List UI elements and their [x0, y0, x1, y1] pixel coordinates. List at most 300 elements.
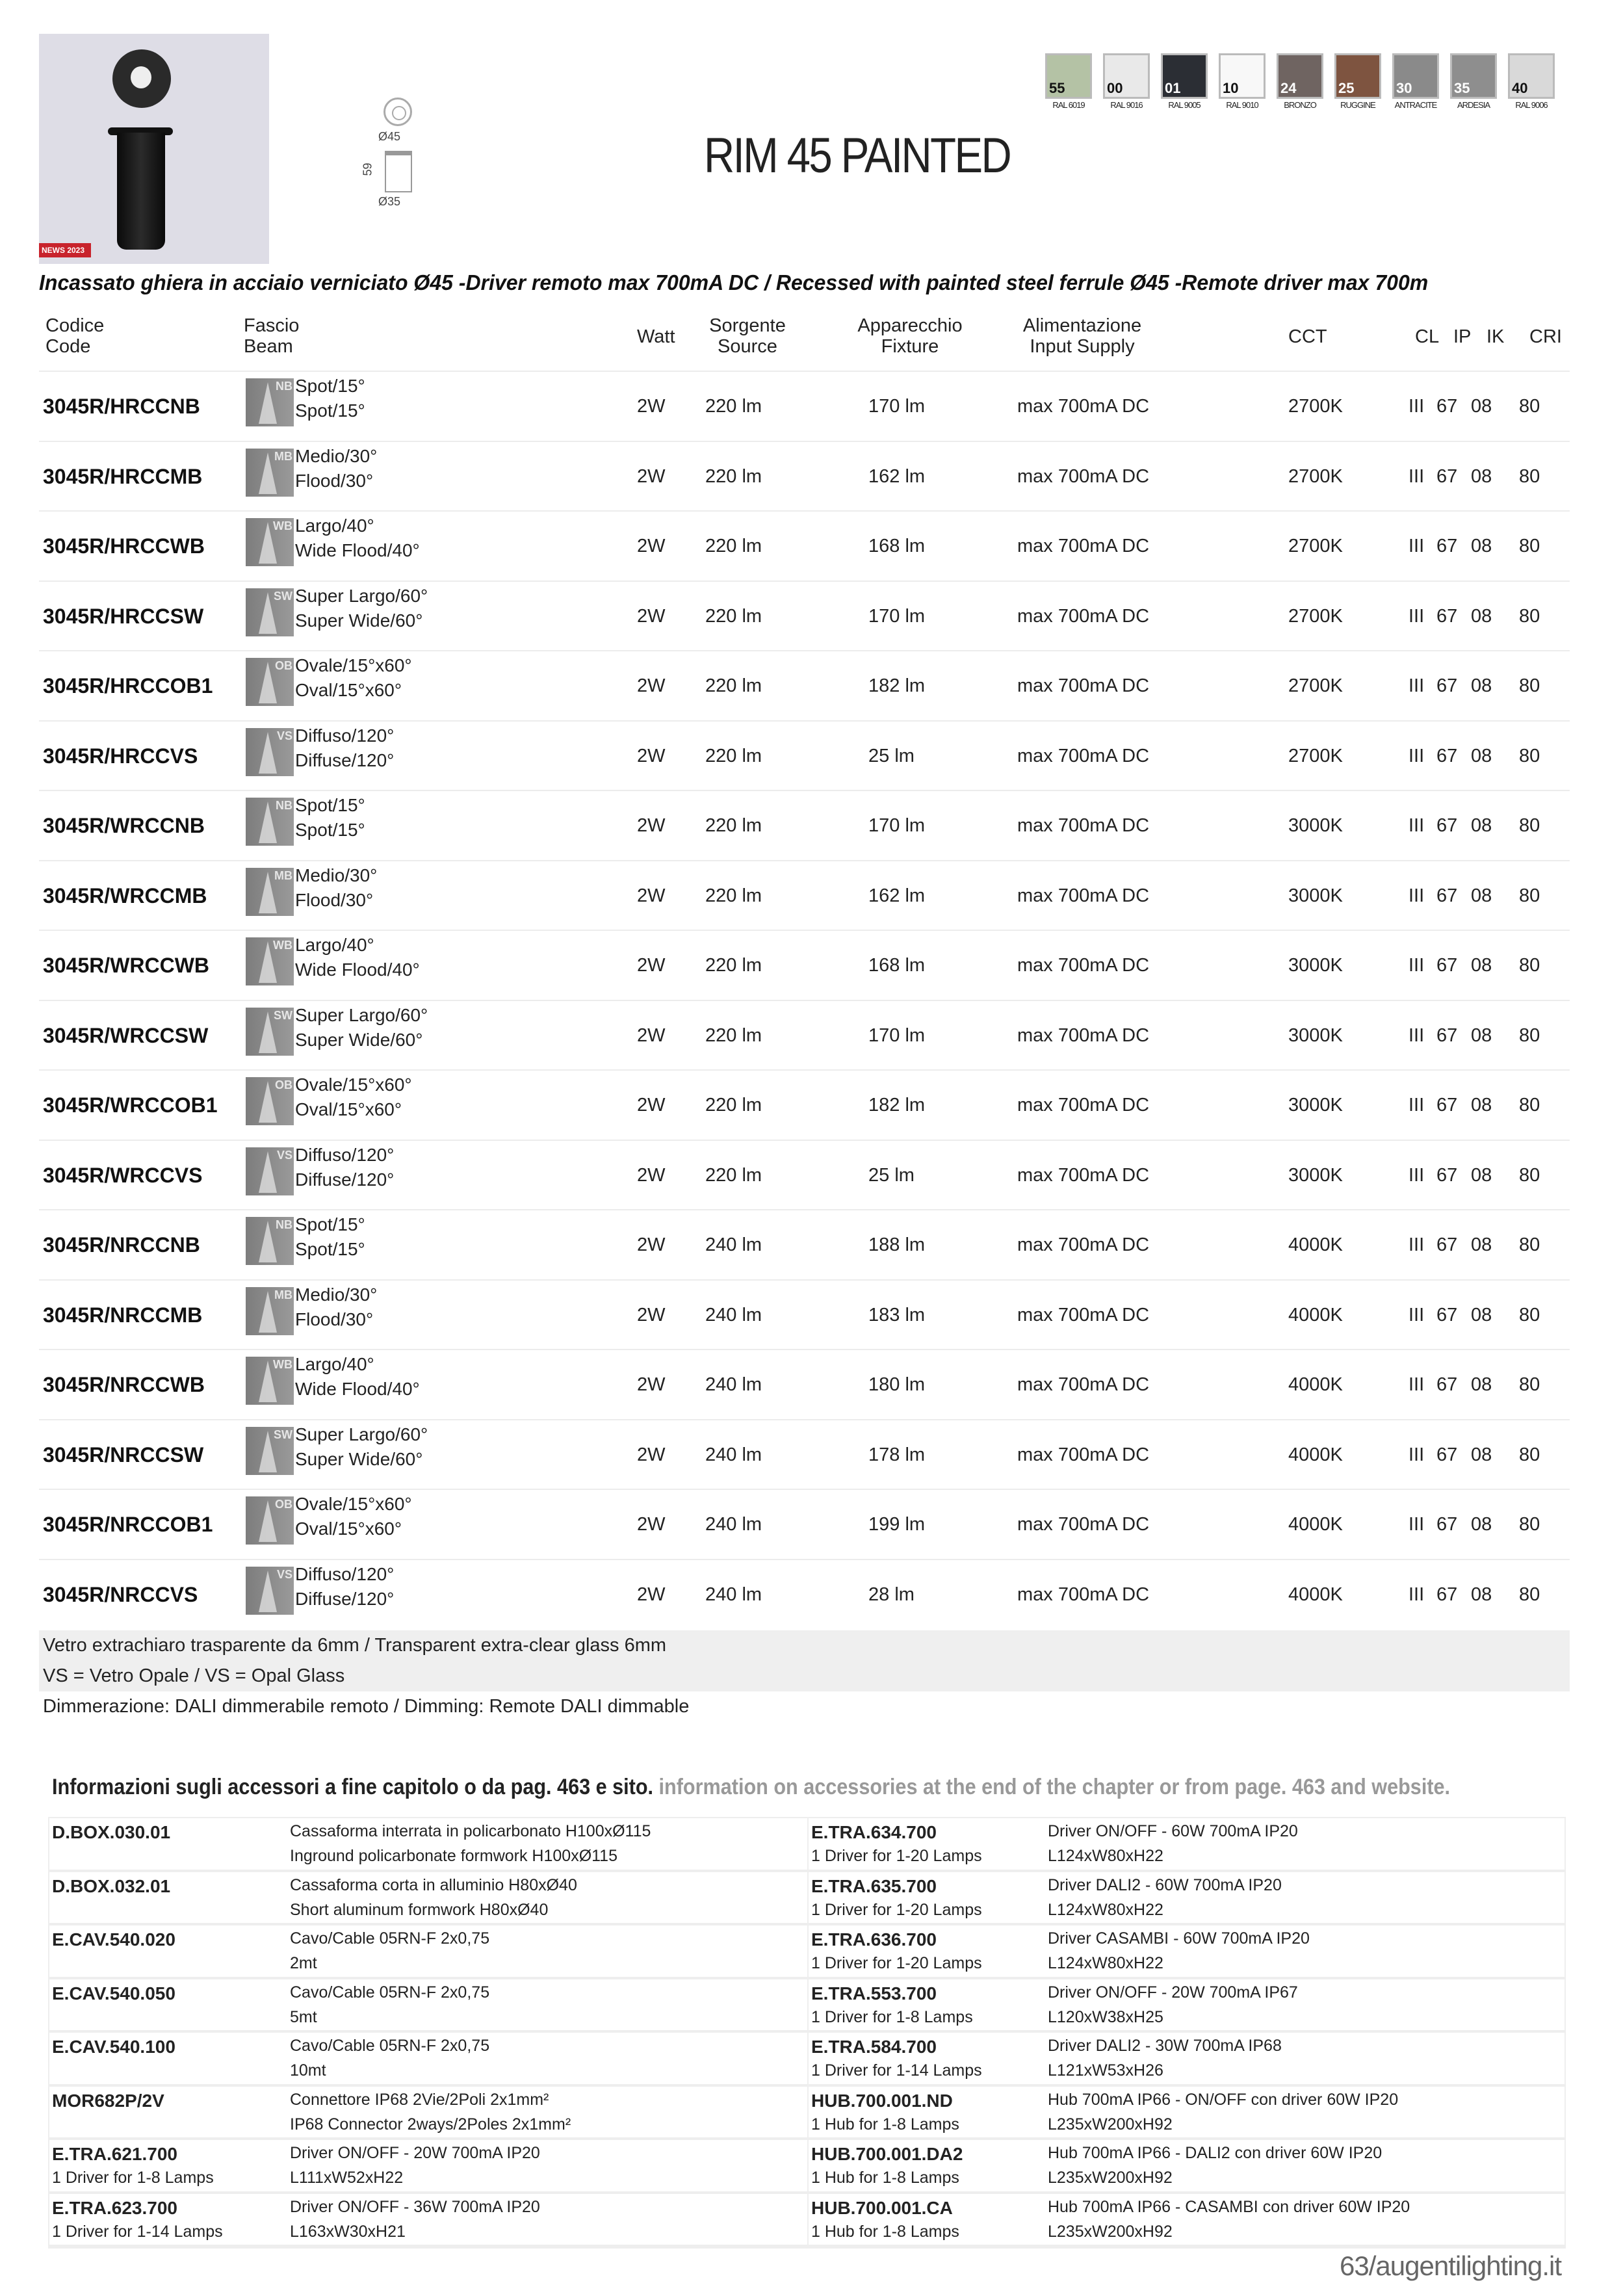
finish-label: RAL 9016 [1110, 100, 1143, 110]
color-chip [1392, 53, 1439, 99]
cell-ip: 67 [1436, 675, 1458, 696]
finish-code: 25 [1338, 80, 1355, 96]
accessory-desc-it: Driver ON/OFF - 36W 700mA IP20 [290, 2197, 540, 2216]
cell-cl: III [1409, 745, 1425, 766]
news-badge: NEWS 2023 [39, 243, 91, 257]
beam-en: Diffuse/120° [295, 1169, 395, 1190]
cell-fixture: 168 lm [868, 955, 926, 976]
table-row [39, 1000, 1570, 1070]
cell-ip: 67 [1436, 465, 1458, 487]
beam-badge: NB [276, 1218, 292, 1231]
cell-input: max 700mA DC [1017, 1164, 1150, 1186]
drawing-side-view [385, 151, 412, 192]
accessory-code: E.TRA.636.700 [811, 1929, 937, 1950]
cell-cl: III [1409, 1514, 1425, 1535]
cell-ik: 08 [1471, 1584, 1492, 1605]
table-row [39, 581, 1570, 651]
accessories-table [48, 1817, 1566, 2249]
cell-watt: 2W [637, 605, 666, 627]
cell-cl: III [1409, 1024, 1425, 1046]
table-row [39, 371, 1570, 441]
beam-icon [246, 868, 294, 916]
finish-swatch [1392, 53, 1439, 110]
product-code: 3045R/WRCCMB [43, 883, 207, 907]
cell-input: max 700mA DC [1017, 605, 1150, 627]
accessory-note: 1 Driver for 1-20 Lamps [811, 1900, 982, 1919]
cell-cri: 80 [1519, 745, 1540, 766]
cell-cct: 2700K [1288, 745, 1343, 766]
header-fixture [845, 315, 975, 357]
accessory-row [49, 1818, 1565, 1872]
accessory-note: 1 Driver for 1-14 Lamps [811, 2061, 982, 2080]
cell-ip: 67 [1436, 1304, 1458, 1325]
color-chip [1277, 53, 1323, 99]
accessory-desc-en: 5mt [290, 2007, 317, 2026]
cell-ik: 08 [1471, 1095, 1492, 1115]
cell-input: max 700mA DC [1017, 396, 1150, 417]
beam-icon [246, 728, 294, 776]
finish-swatch [1161, 53, 1208, 110]
cell-input: max 700mA DC [1017, 1234, 1150, 1255]
cell-fixture: 28 lm [868, 1584, 915, 1605]
beam-en: Spot/15° [295, 1239, 365, 1259]
accessory-dimensions: L121xW53xH26 [1048, 2061, 1163, 2080]
cell-fixture: 170 lm [868, 605, 926, 627]
cell-cri: 80 [1519, 675, 1540, 696]
product-code: 3045R/NRCCVS [43, 1582, 198, 1606]
finish-label: RAL 9005 [1168, 100, 1201, 110]
cell-cl: III [1409, 1164, 1425, 1186]
cell-cct: 3000K [1288, 815, 1343, 836]
beam-icon [246, 658, 294, 706]
color-chip [1450, 53, 1497, 99]
cell-cct: 4000K [1288, 1514, 1343, 1535]
cell-cl: III [1409, 675, 1425, 696]
table-row [39, 860, 1570, 930]
beam-it: Super Largo/60° [295, 585, 428, 606]
fixture-top-view [112, 49, 171, 108]
cell-source: 220 lm [705, 955, 762, 976]
header-ik: IK [1487, 326, 1505, 347]
product-code: 3045R/NRCCNB [43, 1233, 200, 1257]
cell-cct: 2700K [1288, 605, 1343, 627]
header-ip: IP [1453, 326, 1472, 347]
beam-it: Spot/15° [295, 795, 365, 815]
accessory-note: 1 Driver for 1-20 Lamps [811, 1954, 982, 1972]
cell-cri: 80 [1519, 536, 1540, 556]
note-opal: VS = Vetro Opale / VS = Opal Glass [39, 1661, 1570, 1691]
finish-label: RAL 6019 [1052, 100, 1085, 110]
beam-en: Oval/15°x60° [295, 1519, 402, 1539]
cell-fixture: 188 lm [868, 1234, 926, 1255]
cell-watt: 2W [637, 675, 666, 696]
column-divider [807, 1872, 809, 1924]
cell-fixture: 180 lm [868, 1374, 926, 1395]
accessory-row [49, 2033, 1565, 2087]
product-code: 3045R/NRCCSW [43, 1442, 204, 1467]
cell-input: max 700mA DC [1017, 675, 1150, 696]
finish-swatch [1277, 53, 1323, 110]
accessory-desc-en: 10mt [290, 2061, 326, 2080]
beam-badge: VS [276, 1148, 292, 1162]
finish-swatch [1334, 53, 1381, 110]
cell-watt: 2W [637, 1024, 666, 1046]
beam-cone [259, 1081, 277, 1123]
beam-cone [259, 1500, 277, 1542]
beam-icon [246, 1357, 294, 1405]
cell-source: 220 lm [705, 1164, 762, 1186]
beam-it: Super Largo/60° [295, 1424, 428, 1444]
beam-en: Oval/15°x60° [295, 1099, 402, 1119]
table-row [39, 720, 1570, 790]
finish-swatch [1450, 53, 1497, 110]
cell-input: max 700mA DC [1017, 1374, 1150, 1395]
cell-watt: 2W [637, 885, 666, 906]
product-code: 3045R/NRCCOB1 [43, 1513, 213, 1536]
accessory-dimensions: L124xW80xH22 [1048, 1954, 1163, 1972]
product-code: 3045R/WRCCSW [43, 1023, 209, 1047]
cell-ip: 67 [1436, 1164, 1458, 1186]
accessories-heading-it: Informazioni sugli accessori a fine capitolo o da pag. 463 e sito. [52, 1775, 654, 1799]
cell-cct: 2700K [1288, 396, 1343, 417]
beam-icon [246, 1077, 294, 1125]
cell-source: 220 lm [705, 536, 762, 556]
beam-en: Diffuse/120° [295, 750, 395, 770]
note-dimming: Dimmerazione: DALI dimmerabile remoto / Dimming: Remote DALI dimmable [43, 1696, 690, 1717]
beam-cone [259, 1221, 277, 1262]
beam-icon [246, 1287, 294, 1335]
beam-badge: NB [276, 799, 292, 812]
cell-watt: 2W [637, 536, 666, 556]
beam-badge: VS [276, 729, 292, 742]
column-divider [807, 1818, 809, 1870]
accessory-code: E.TRA.623.700 [52, 2197, 177, 2218]
cell-cl: III [1409, 396, 1425, 417]
cell-input: max 700mA DC [1017, 815, 1150, 836]
cell-input: max 700mA DC [1017, 465, 1150, 487]
accessory-desc: Hub 700mA IP66 - CASAMBI con driver 60W IP20 [1048, 2197, 1410, 2216]
accessory-desc-en: Inground policarbonate formwork H100xØ115 [290, 1847, 617, 1865]
cell-source: 240 lm [705, 1234, 762, 1255]
cell-ip: 67 [1436, 396, 1458, 417]
cell-fixture: 170 lm [868, 396, 926, 417]
cell-cri: 80 [1519, 465, 1540, 487]
finish-label: ANTRACITE [1394, 100, 1437, 110]
finish-code: 10 [1223, 80, 1239, 96]
finish-code: 55 [1049, 80, 1065, 96]
accessory-desc-en: IP68 Connector 2ways/2Poles 2x1mm² [290, 2115, 571, 2133]
cell-cct: 2700K [1288, 675, 1343, 696]
cell-cl: III [1409, 1374, 1425, 1395]
cell-ik: 08 [1471, 815, 1492, 836]
cell-cri: 80 [1519, 396, 1540, 417]
accessory-note: 1 Driver for 1-14 Lamps [52, 2222, 223, 2241]
accessory-code: D.BOX.030.01 [52, 1822, 171, 1842]
cell-fixture: 162 lm [868, 465, 926, 487]
product-code: 3045R/WRCCNB [43, 814, 205, 837]
beam-it: Largo/40° [295, 1354, 374, 1374]
accessory-row [49, 1925, 1565, 1979]
finish-swatch [1219, 53, 1266, 110]
page-footer: 63/augentilighting.it [1340, 2250, 1561, 2281]
accessory-note: 1 Driver for 1-8 Lamps [52, 2169, 214, 2187]
cell-ip: 67 [1436, 536, 1458, 556]
cell-fixture: 170 lm [868, 815, 926, 836]
table-row [39, 1209, 1570, 1279]
cell-source: 220 lm [705, 885, 762, 906]
cell-ip: 67 [1436, 1374, 1458, 1395]
cell-ik: 08 [1471, 1304, 1492, 1325]
beam-it: Ovale/15°x60° [295, 1494, 412, 1514]
accessories-heading [52, 1775, 1450, 1800]
accessory-row [49, 2087, 1565, 2141]
accessory-code: E.TRA.584.700 [811, 2037, 937, 2057]
beam-cone [259, 662, 277, 703]
accessory-note: 1 Hub for 1-8 Lamps [811, 2222, 959, 2241]
cell-cl: III [1409, 1095, 1425, 1115]
table-row [39, 790, 1570, 860]
beam-badge: MB [274, 1288, 292, 1301]
beam-it: Medio/30° [295, 1284, 378, 1305]
cell-ik: 08 [1471, 396, 1492, 417]
beam-cone [259, 382, 277, 424]
cell-cct: 4000K [1288, 1234, 1343, 1255]
cell-ik: 08 [1471, 465, 1492, 487]
cell-ik: 08 [1471, 1514, 1492, 1535]
beam-cone [259, 1571, 277, 1612]
accessory-code: E.CAV.540.100 [52, 2037, 175, 2057]
beam-en: Wide Flood/40° [295, 540, 420, 560]
column-divider [807, 1979, 809, 2031]
beam-icon [246, 378, 294, 426]
beam-en: Wide Flood/40° [295, 1379, 420, 1399]
cell-ip: 67 [1436, 955, 1458, 976]
cell-ik: 08 [1471, 1444, 1492, 1465]
header-cct: CCT [1288, 326, 1327, 347]
accessory-desc: Hub 700mA IP66 - DALI2 con driver 60W IP20 [1048, 2144, 1383, 2162]
cell-ik: 08 [1471, 1024, 1492, 1046]
accessory-desc-it: Driver ON/OFF - 20W 700mA IP20 [290, 2144, 540, 2162]
column-divider [807, 2194, 809, 2245]
cell-source: 220 lm [705, 1095, 762, 1115]
cell-input: max 700mA DC [1017, 1095, 1150, 1115]
beam-badge: OB [275, 1498, 292, 1511]
cell-cri: 80 [1519, 1024, 1540, 1046]
beam-icon [246, 449, 294, 497]
beam-en: Flood/30° [295, 889, 374, 910]
cell-watt: 2W [637, 1514, 666, 1535]
cell-source: 220 lm [705, 745, 762, 766]
header-beam-en: Beam [244, 336, 293, 357]
cell-input: max 700mA DC [1017, 536, 1150, 556]
product-code: 3045R/WRCCWB [43, 954, 210, 977]
accessory-note: 1 Hub for 1-8 Lamps [811, 2115, 959, 2133]
accessory-desc-en: Short aluminum formwork H80xØ40 [290, 1900, 549, 1919]
accessory-desc-it: Cavo/Cable 05RN-F 2x0,75 [290, 1983, 490, 2002]
cell-ik: 08 [1471, 605, 1492, 627]
cell-fixture: 178 lm [868, 1444, 926, 1465]
column-divider [807, 2140, 809, 2191]
cell-watt: 2W [637, 1584, 666, 1605]
beam-icon [246, 1147, 294, 1195]
beam-it: Diffuso/120° [295, 1144, 395, 1165]
drawing-top-view [383, 98, 412, 126]
cell-cl: III [1409, 1234, 1425, 1255]
accessory-row [49, 1872, 1565, 1926]
header-source-it: Sorgente [709, 315, 786, 336]
header-cl: CL [1415, 326, 1440, 347]
color-chip [1161, 53, 1208, 99]
beam-icon [246, 798, 294, 846]
cell-cri: 80 [1519, 1095, 1540, 1115]
cell-source: 240 lm [705, 1584, 762, 1605]
note-glass: Vetro extrachiaro trasparente da 6mm / Transparent extra-clear glass 6mm [39, 1630, 1570, 1661]
cell-watt: 2W [637, 1234, 666, 1255]
finish-swatch [1045, 53, 1092, 110]
beam-en: Flood/30° [295, 1309, 374, 1329]
cell-ip: 67 [1436, 1514, 1458, 1535]
beam-en: Super Wide/60° [295, 1448, 423, 1469]
cell-source: 220 lm [705, 396, 762, 417]
cell-ip: 67 [1436, 885, 1458, 906]
accessory-code: HUB.700.001.CA [811, 2197, 953, 2218]
beam-en: Flood/30° [295, 470, 374, 491]
cell-fixture: 25 lm [868, 745, 915, 766]
cell-cl: III [1409, 955, 1425, 976]
table-row [39, 510, 1570, 581]
accessory-code: E.TRA.553.700 [811, 1983, 937, 2003]
cell-cri: 80 [1519, 1374, 1540, 1395]
accessory-desc: Driver ON/OFF - 20W 700mA IP67 [1048, 1983, 1298, 2002]
product-code: 3045R/HRCCMB [43, 464, 203, 488]
cell-cri: 80 [1519, 815, 1540, 836]
cell-cct: 3000K [1288, 1164, 1343, 1186]
cell-watt: 2W [637, 955, 666, 976]
cell-source: 220 lm [705, 815, 762, 836]
header-code-en: Code [45, 336, 91, 357]
accessory-code: HUB.700.001.DA2 [811, 2144, 963, 2164]
beam-badge: WB [273, 939, 292, 952]
cell-input: max 700mA DC [1017, 1304, 1150, 1325]
cell-ip: 67 [1436, 1584, 1458, 1605]
table-row [39, 1559, 1570, 1629]
accessory-code: E.TRA.621.700 [52, 2144, 177, 2164]
beam-cone [259, 732, 277, 774]
top-diameter: Ø45 [378, 130, 401, 143]
product-code: 3045R/HRCCVS [43, 744, 198, 768]
finish-label: ARDESIA [1457, 100, 1490, 110]
beam-en: Diffuse/120° [295, 1588, 395, 1609]
cell-fixture: 183 lm [868, 1304, 926, 1325]
product-code: 3045R/HRCCNB [43, 395, 200, 418]
accessory-desc-en: L163xW30xH21 [290, 2222, 406, 2241]
cell-source: 220 lm [705, 465, 762, 487]
table-row [39, 1140, 1570, 1210]
color-chip [1334, 53, 1381, 99]
beam-badge: MB [274, 868, 292, 882]
header-input-it: Alimentazione [1022, 315, 1142, 336]
header-watt: Watt [637, 326, 675, 347]
cell-ik: 08 [1471, 1164, 1492, 1186]
cell-fixture: 182 lm [868, 1095, 926, 1115]
cell-watt: 2W [637, 1304, 666, 1325]
cell-cct: 3000K [1288, 885, 1343, 906]
fixture-body [117, 133, 165, 250]
beam-badge: OB [275, 1078, 292, 1091]
cell-watt: 2W [637, 1374, 666, 1395]
cell-ik: 08 [1471, 1374, 1492, 1395]
cell-fixture: 199 lm [868, 1514, 926, 1535]
table-row [39, 650, 1570, 720]
cell-ik: 08 [1471, 536, 1492, 556]
cell-cl: III [1409, 536, 1425, 556]
beam-badge: NB [276, 380, 292, 393]
beam-icon [246, 937, 294, 985]
cell-ip: 67 [1436, 1024, 1458, 1046]
cell-input: max 700mA DC [1017, 1024, 1150, 1046]
finish-swatch [1508, 53, 1555, 110]
cell-watt: 2W [637, 1095, 666, 1115]
cell-cct: 3000K [1288, 1024, 1343, 1046]
cell-ik: 08 [1471, 1234, 1492, 1255]
finish-code: 00 [1107, 80, 1123, 96]
accessory-desc: Hub 700mA IP66 - ON/OFF con driver 60W IP20 [1048, 2090, 1399, 2109]
header-fixture-en: Fixture [881, 336, 939, 357]
cell-cl: III [1409, 1304, 1425, 1325]
finish-code: 01 [1165, 80, 1181, 96]
accessory-note: 1 Hub for 1-8 Lamps [811, 2169, 959, 2187]
cell-cri: 80 [1519, 1514, 1540, 1535]
beam-cone [259, 802, 277, 843]
finish-code: 40 [1512, 80, 1528, 96]
cell-cct: 3000K [1288, 955, 1343, 976]
beam-cone [259, 1151, 277, 1193]
notes [39, 1630, 1570, 1722]
beam-badge: MB [274, 449, 292, 463]
beam-it: Diffuso/120° [295, 1563, 395, 1584]
accessory-row [49, 2194, 1565, 2248]
cell-source: 240 lm [705, 1514, 762, 1535]
header-code-it: Codice [45, 315, 105, 336]
cell-cl: III [1409, 815, 1425, 836]
cell-fixture: 162 lm [868, 885, 926, 906]
cell-input: max 700mA DC [1017, 1584, 1150, 1605]
cell-ip: 67 [1436, 605, 1458, 627]
finish-code: 30 [1396, 80, 1412, 96]
cell-cri: 80 [1519, 605, 1540, 627]
accessory-desc-it: Connettore IP68 2Vie/2Poli 2x1mm² [290, 2090, 549, 2109]
accessory-desc: Driver DALI2 - 30W 700mA IP68 [1048, 2037, 1282, 2055]
header-cri: CRI [1529, 326, 1562, 347]
beam-en: Super Wide/60° [295, 1029, 423, 1050]
beam-en: Oval/15°x60° [295, 680, 402, 700]
cell-input: max 700mA DC [1017, 1444, 1150, 1465]
cell-cri: 80 [1519, 1234, 1540, 1255]
accessory-desc-it: Cassaforma interrata in policarbonato H100xØ115 [290, 1822, 651, 1840]
cell-watt: 2W [637, 1164, 666, 1186]
header-beam [244, 315, 299, 357]
accessory-row [49, 1979, 1565, 2033]
cell-watt: 2W [637, 815, 666, 836]
beam-it: Largo/40° [295, 935, 374, 955]
cell-ip: 67 [1436, 1095, 1458, 1115]
beam-it: Super Largo/60° [295, 1004, 428, 1025]
cell-ik: 08 [1471, 885, 1492, 906]
cell-ik: 08 [1471, 745, 1492, 766]
cell-cct: 4000K [1288, 1374, 1343, 1395]
beam-icon [246, 1217, 294, 1265]
cell-source: 220 lm [705, 675, 762, 696]
